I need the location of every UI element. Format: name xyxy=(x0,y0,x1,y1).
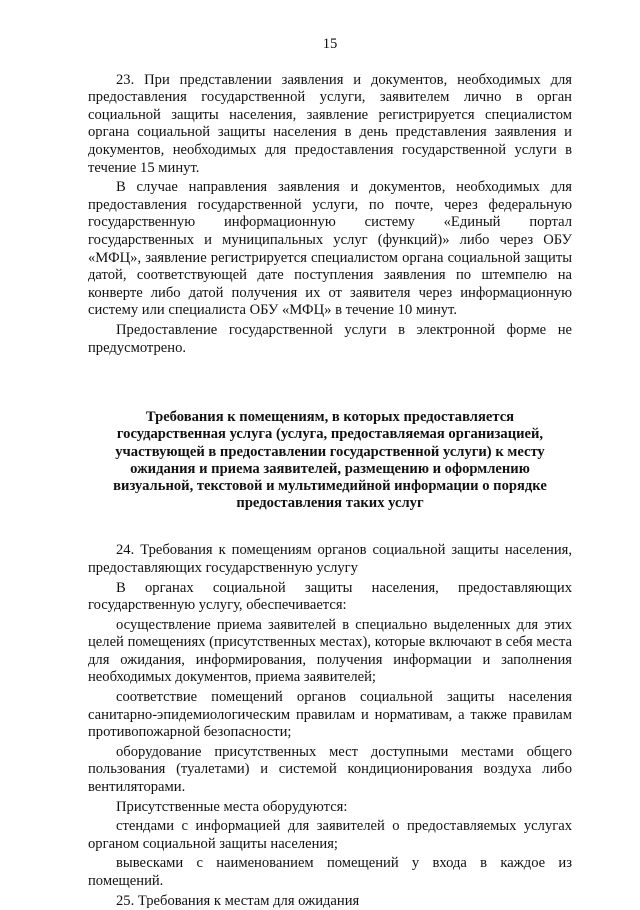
paragraph-electronic-form: Предоставление государственной услуги в электронной форме не предусмотрено. xyxy=(88,321,572,356)
section-heading xyxy=(106,409,554,512)
paragraph-mail-submission: В случае направления заявления и документов, необходимых для предоставления государственной услуги, по почте, через федеральную государственную информационную систему «Единый портал государственных и муниципальных услуг (функций)» либо через ОБУ «МФЦ», заявление регистрируется специалистом органа социальной защиты датой, соответствующей дате поступления заявления по штемпелю на конверте либо датой получения их от заявителя через информационную систему или специалиста ОБУ «МФЦ» в течение 10 минут. xyxy=(88,179,572,319)
paragraph-25: 25. Требования к местам для ожидания xyxy=(116,892,360,909)
paragraph-24: 24. Требования к помещениям органов социальной защиты населения, предоставляющих государственную услугу xyxy=(88,542,572,576)
heading-line: предоставления таких услуг xyxy=(236,495,424,512)
heading-line: визуальной, текстовой и мультимедийной информации о порядке xyxy=(113,477,547,494)
page-number: 15 xyxy=(322,36,338,52)
paragraph-sanitary-compliance: соответствие помещений органов социальной защиты населения санитарно-эпидемиологическим правилам и нормативам, а также правилам противопожарной безопасности; xyxy=(88,689,572,741)
paragraph-places-equipped: Присутственные места оборудуются: xyxy=(116,798,348,815)
paragraph-reception-rooms: осуществление приема заявителей в специально выделенных для этих целей помещениях (присутственных местах), которые включают в себя места для ожидания, информирования, получения информации и заполнения необходимых документов, приема заявителей; xyxy=(88,616,572,686)
heading-line: участвующей в предоставлении государственной услуги) к месту xyxy=(115,443,545,460)
paragraph-signs: вывесками с наименованием помещений у входа в каждое из помещений. xyxy=(88,855,572,889)
heading-line: государственная услуга (услуга, предоставляемая организацией, xyxy=(116,426,544,443)
paragraph-equipment: оборудование присутственных мест доступными местами общего пользования (туалетами) и системой кондиционирования воздуха либо вентиляторами. xyxy=(88,743,572,796)
heading-line: Требования к помещениям, в которых предоставляется xyxy=(145,409,515,426)
paragraph-provided: В органах социальной защиты населения, предоставляющих государственную услугу, обеспечивается: xyxy=(88,579,572,614)
heading-line: ожидания и приема заявителей, размещению и оформлению xyxy=(130,460,530,477)
paragraph-stands: стендами с информацией для заявителей о предоставляемых услугах органом социальной защиты населения; xyxy=(88,818,572,852)
paragraph-23: 23. При представлении заявления и документов, необходимых для предоставления государственной услуги, заявителем лично в орган социальной защиты населения, заявление регистрируется специалистом органа социальной защиты населения в день представления заявления и документов, необходимых для предоставления государственной услуги в течение 15 минут. xyxy=(88,71,572,176)
